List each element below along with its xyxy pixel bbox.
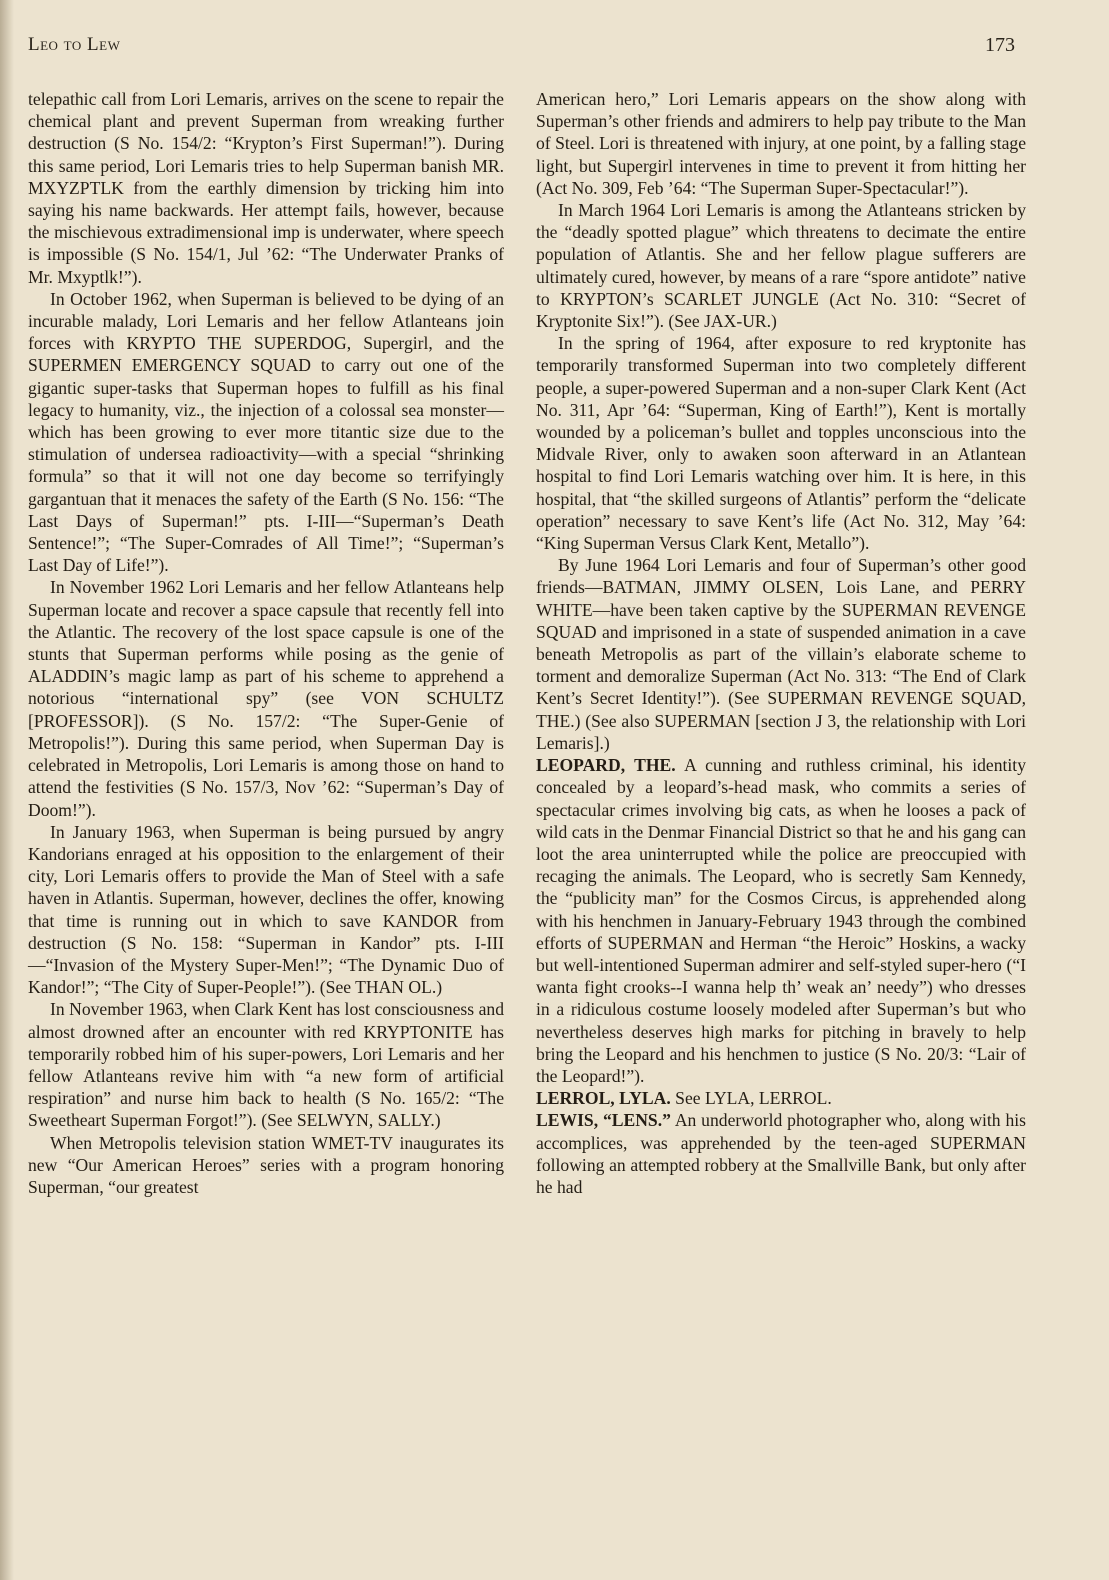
entry-text: An underworld photographer who, along with his accomplices, was apprehended by the teen-aged SUPERMAN following an attempted robbery at the Smallville Bank, but only after he had: [536, 1110, 1026, 1197]
entry-lewis: [536, 1109, 1026, 1198]
entry-heading: LEWIS, “LENS.”: [536, 1110, 671, 1131]
paragraph: In October 1962, when Superman is believed to be dying of an incurable malady, Lori Lemaris and her fellow Atlanteans join forces with KRYPTO THE SUPERDOG, Supergirl, and the SUPERMEN EMERGENCY SQUAD to carry out one of the gigantic super-tasks that Superman hopes to fulfill as his final legacy to humanity, viz., the injection of a colossal sea monster—which has been growing to ever more titantic size due to the stimulation of undersea radioactivity—with a special “shrinking formula” so that it will not one day become so terrifyingly gargantuan that it menaces the safety of the Earth (S No. 156: “The Last Days of Superman!” pts. I-III—“Superman’s Death Sentence!”; “The Super-Comrades of All Time!”; “Superman’s Last Day of Life!”).: [28, 288, 504, 576]
entry-leopard: [536, 754, 1026, 1087]
entry-heading: LERROL, LYLA.: [536, 1088, 671, 1109]
left-column: [28, 88, 504, 1198]
entry-heading: LEOPARD, THE.: [536, 755, 676, 776]
paragraph: In January 1963, when Superman is being pursued by angry Kandorians enraged at his opposition to the enlargement of their city, Lori Lemaris offers to provide the Man of Steel with a safe haven in Atlantis. Superman, however, declines the offer, knowing that time is running out in which to save KANDOR from destruction (S No. 158: “Superman in Kandor” pts. I-III—“Invasion of the Mystery Super-Men!”; “The Dynamic Duo of Kandor!”; “The City of Super-People!”). (See THAN OL.): [28, 821, 504, 998]
entry-text: See LYLA, LERROL.: [675, 1088, 832, 1109]
paragraph: By June 1964 Lori Lemaris and four of Superman’s other good friends—BATMAN, JIMMY OLSEN, Lois Lane, and PERRY WHITE—have been taken captive by the SUPERMAN REVENGE SQUAD and imprisoned in a state of suspended animation in a cave beneath Metropolis as part of the villain’s elaborate scheme to torment and demoralize Superman (Act No. 313: “The End of Clark Kent’s Secret Identity!”). (See SUPERMAN REVENGE SQUAD, THE.) (See also SUPERMAN [section J 3, the relationship with Lori Lemaris].): [536, 555, 1026, 753]
running-head: Leo to Lew: [28, 34, 121, 55]
paragraph: In March 1964 Lori Lemaris is among the Atlanteans stricken by the “deadly spotted plague” which threatens to decimate the entire population of Atlantis. She and her fellow plague sufferers are ultimately cured, however, by means of a rare “spore antidote” native to KRYPTON’s SCARLET JUNGLE (Act No. 310: “Secret of Kryptonite Six!”). (See JAX-UR.): [536, 200, 1026, 332]
paragraph: In November 1962 Lori Lemaris and her fellow Atlanteans help Superman locate and recover a space capsule that recently fell into the Atlantic. The recovery of the lost space capsule is one of the stunts that Superman performs while posing as the genie of ALADDIN’s magic lamp as part of his scheme to apprehend a notorious “international spy” (see VON SCHULTZ [PROFESSOR]). (S No. 157/2: “The Super-Genie of Metropolis!”). During this same period, when Superman Day is celebrated in Metropolis, Lori Lemaris is among those on hand to attend the festivities (S No. 157/3, Nov ’62: “Superman’s Day of Doom!”).: [28, 577, 504, 820]
paragraph: In November 1963, when Clark Kent has lost consciousness and almost drowned after an encounter with red KRYPTONITE has temporarily robbed him of his super-powers, Lori Lemaris and her fellow Atlanteans revive him with “a new form of artificial respiration” and nurse him back to health (S No. 165/2: “The Sweetheart Superman Forgot!”). (See SELWYN, SALLY.): [28, 999, 504, 1131]
entry-lerrol: [536, 1087, 1026, 1109]
right-column: [536, 88, 1026, 1198]
entry-text: A cunning and ruthless criminal, his identity concealed by a leopard’s-head mask, who commits a series of spectacular crimes involving big cats, as when he looses a pack of wild cats in the Denmar Financial District so that he and his gang can loot the area uninterrupted while the police are preoccupied with recaging the animals. The Leopard, who is secretly Sam Kennedy, the “publicity man” for the Cosmos Circus, is apprehended along with his henchmen in January-February 1943 through the combined efforts of SUPERMAN and Herman “the Heroic” Hoskins, a wacky but well-intentioned Superman admirer and self-styled super-hero (“I wanta fight crooks--I wanna help th’ weak an’ needy”) who dresses in a ridiculous costume loosely modeled after Superman’s but who nevertheless deserves high marks for pitching in bravely to help bring the Leopard and his henchmen to justice (S No. 20/3: “Lair of the Leopard!”).: [536, 755, 1026, 1086]
paragraph: In the spring of 1964, after exposure to red kryptonite has temporarily transformed Superman into two completely different people, a super-powered Superman and a non-super Clark Kent (Act No. 311, Apr ’64: “Superman, King of Earth!”), Kent is mortally wounded by a policeman’s bullet and topples unconscious into the Midvale River, only to awaken soon afterward in an Atlantean hospital to find Lori Lemaris watching over him. It is here, in this hospital, that “the skilled surgeons of Atlantis” perform the “delicate operation” necessary to save Kent’s life (Act No. 312, May ’64: “King Superman Versus Clark Kent, Metallo”).: [536, 333, 1026, 554]
paragraph: When Metropolis television station WMET-TV inaugurates its new “Our American Heroes” series with a program honoring Superman, “our greatest: [28, 1132, 504, 1197]
page-number: 173: [985, 34, 1015, 56]
paragraph: telepathic call from Lori Lemaris, arrives on the scene to repair the chemical plant and prevent Superman from wreaking further destruction (S No. 154/2: “Krypton’s First Superman!”). During this same period, Lori Lemaris tries to help Superman banish MR. MXYZPTLK from the earthly dimension by tricking him into saying his name backwards. Her attempt fails, however, because the mischievous extradimensional imp is underwater, where speech is impossible (S No. 154/1, Jul ’62: “The Underwater Pranks of Mr. Mxyptlk!”).: [28, 89, 504, 287]
paragraph: American hero,” Lori Lemaris appears on the show along with Superman’s other friends and admirers to help pay tribute to the Man of Steel. Lori is threatened with injury, at one point, by a falling stage light, but Supergirl intervenes in time to prevent it from hitting her (Act No. 309, Feb ’64: “The Superman Super-Spectacular!”).: [536, 89, 1026, 198]
